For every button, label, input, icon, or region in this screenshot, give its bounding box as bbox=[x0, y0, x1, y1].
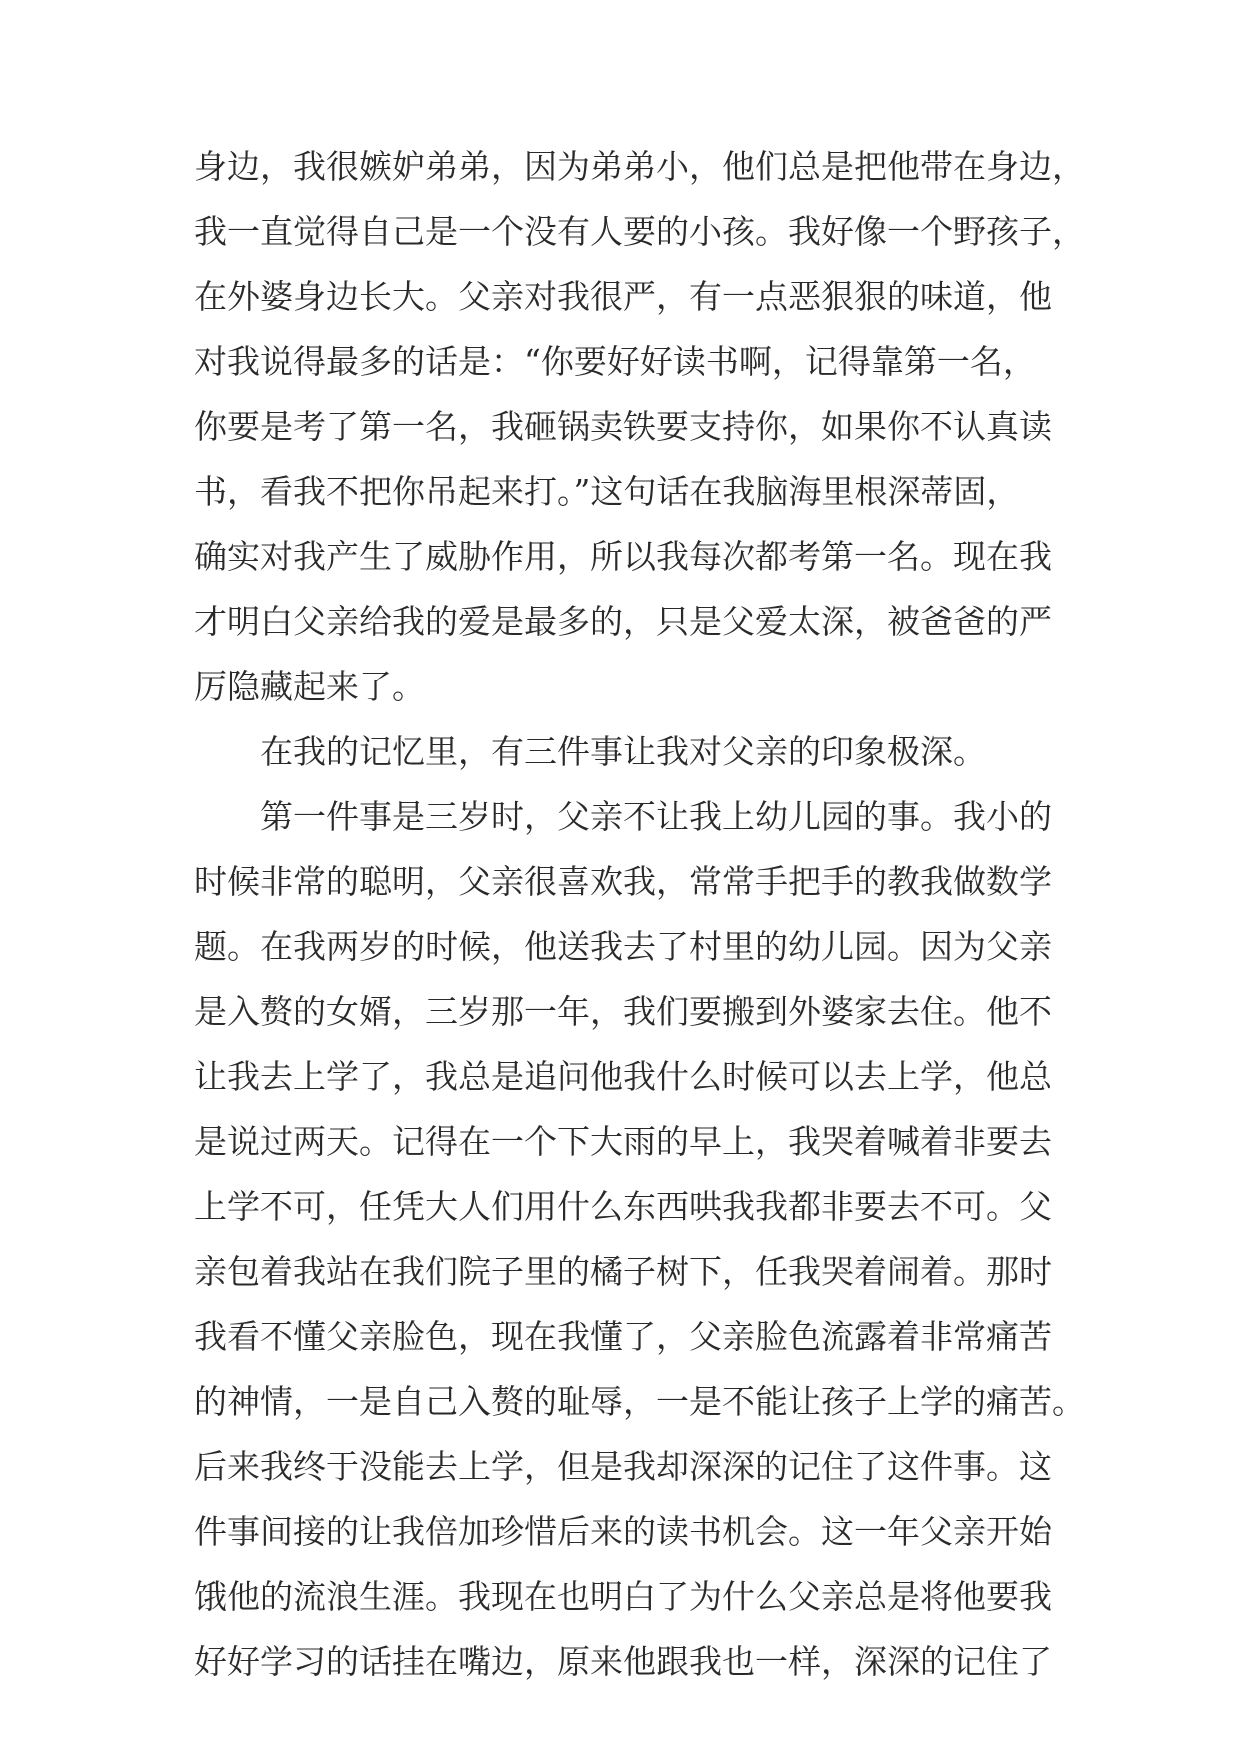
text-line: 书，看我不把你吊起来打。”这句话在我脑海里根深蒂固， bbox=[194, 472, 1020, 511]
text-line: 好好学习的话挂在嘴边，原来他跟我也一样，深深的记住了 bbox=[194, 1642, 1052, 1681]
text-line: 是入赘的女婿，三岁那一年，我们要搬到外婆家去住。他不 bbox=[194, 992, 1052, 1031]
text-line: 题。在我两岁的时候，他送我去了村里的幼儿园。因为父亲 bbox=[194, 927, 1052, 966]
text-line: 你要是考了第一名，我砸锅卖铁要支持你，如果你不认真读 bbox=[194, 407, 1052, 446]
paragraph-start-line: 在我的记忆里，有三件事让我对父亲的印象极深。 bbox=[260, 732, 986, 771]
text-line: 在外婆身边长大。父亲对我很严，有一点恶狠狠的味道，他 bbox=[194, 277, 1052, 316]
text-line: 厉隐藏起来了。 bbox=[194, 667, 425, 706]
text-line: 时候非常的聪明，父亲很喜欢我，常常手把手的教我做数学 bbox=[194, 862, 1052, 901]
text-line: 后来我终于没能去上学，但是我却深深的记住了这件事。这 bbox=[194, 1447, 1052, 1486]
text-line: 亲包着我站在我们院子里的橘子树下，任我哭着闹着。那时 bbox=[194, 1252, 1052, 1291]
text-line: 让我去上学了，我总是追问他我什么时候可以去上学，他总 bbox=[194, 1057, 1052, 1096]
paragraph-start-line: 第一件事是三岁时，父亲不让我上幼儿园的事。我小的 bbox=[260, 797, 1052, 836]
text-line: 的神情，一是自己入赘的耻辱，一是不能让孩子上学的痛苦。 bbox=[194, 1382, 1085, 1421]
text-line: 上学不可，任凭大人们用什么东西哄我我都非要去不可。父 bbox=[194, 1187, 1052, 1226]
text-line: 饿他的流浪生涯。我现在也明白了为什么父亲总是将他要我 bbox=[194, 1577, 1052, 1616]
text-line: 对我说得最多的话是：“你要好好读书啊，记得靠第一名， bbox=[194, 342, 1036, 381]
text-line: 我一直觉得自己是一个没有人要的小孩。我好像一个野孩子， bbox=[194, 212, 1085, 251]
text-line: 确实对我产生了威胁作用，所以我每次都考第一名。现在我 bbox=[194, 537, 1052, 576]
text-line: 是说过两天。记得在一个下大雨的早上，我哭着喊着非要去 bbox=[194, 1122, 1052, 1161]
text-line: 我看不懂父亲脸色，现在我懂了，父亲脸色流露着非常痛苦 bbox=[194, 1317, 1052, 1356]
text-line: 件事间接的让我倍加珍惜后来的读书机会。这一年父亲开始 bbox=[194, 1512, 1052, 1551]
text-line: 身边，我很嫉妒弟弟，因为弟弟小，他们总是把他带在身边， bbox=[194, 147, 1085, 186]
text-line: 才明白父亲给我的爱是最多的，只是父爱太深，被爸爸的严 bbox=[194, 602, 1052, 641]
